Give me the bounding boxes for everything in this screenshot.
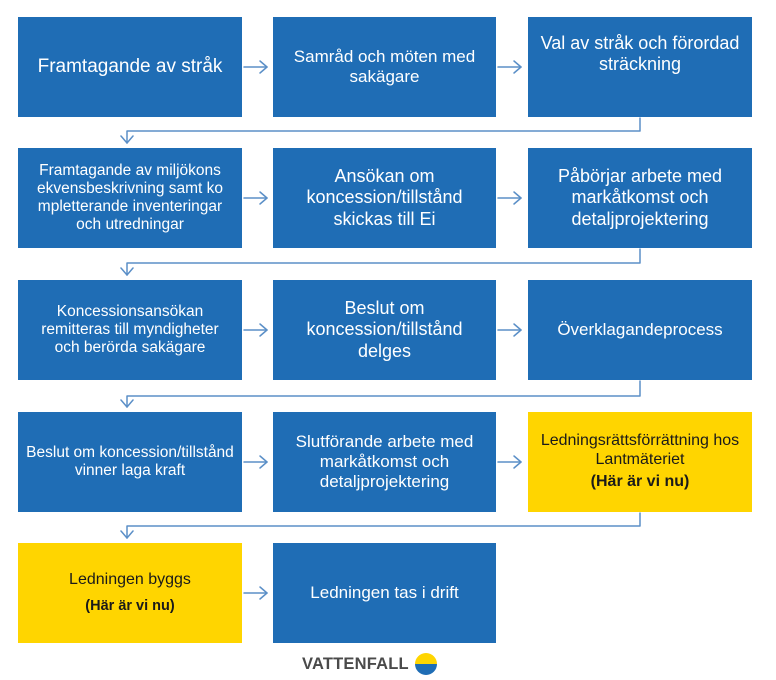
step-8-text: Beslut om koncession/tillstånd delges	[306, 298, 463, 361]
arrow-11-12	[498, 456, 521, 468]
step-5-text: Ansökan om koncession/tillstånd skickas till Ei	[306, 166, 463, 229]
step-9-box	[528, 280, 752, 380]
arrow-6-7	[121, 249, 640, 275]
step-2-box	[273, 17, 496, 117]
step-2-text: Samråd och möten med sakägare	[293, 47, 476, 86]
step-12-current-marker: (Här är vi nu)	[590, 473, 690, 491]
step-12-text: Ledningsrättsförrättning hos Lantmäteriet	[540, 431, 740, 468]
step-11-box	[273, 412, 496, 512]
step-7-box	[18, 280, 242, 380]
arrow-13-14	[244, 587, 267, 599]
step-10-text: Beslut om koncession/tillstånd vinner laga kraft	[26, 443, 234, 479]
arrow-10-11	[244, 456, 267, 468]
arrow-4-5	[244, 192, 267, 204]
step-9-text: Överklagandeprocess	[557, 320, 723, 340]
step-5-box	[273, 148, 496, 248]
arrow-5-6	[498, 192, 521, 204]
step-6-text: Påbörjar arbete med markåtkomst och detaljprojektering	[557, 166, 723, 229]
arrow-3-4	[121, 118, 640, 143]
step-1-text: Framtagande av stråk	[37, 55, 223, 77]
vattenfall-logo	[302, 651, 438, 677]
arrow-7-8	[244, 324, 267, 336]
step-10-box	[18, 412, 242, 512]
step-12-box	[528, 412, 752, 512]
arrow-1-2	[244, 61, 267, 73]
step-11-text: Slutförande arbete med markåtkomst och detaljprojektering	[295, 432, 474, 491]
step-4-text: Framtagande av miljökonsekvensbeskrivning samt kompletterande inventeringar och utredningar	[36, 161, 224, 234]
step-3-text: Val av stråk och förordad sträckning	[540, 32, 740, 74]
step-14-text: Ledningen tas i drift	[310, 583, 459, 603]
arrow-2-3	[498, 61, 521, 73]
vattenfall-logo-icon	[414, 652, 438, 676]
step-14-box	[273, 543, 496, 643]
step-1-box	[18, 17, 242, 117]
step-13-current-marker: (Här är vi nu)	[85, 598, 175, 615]
step-13-text: Ledningen byggs	[69, 570, 191, 588]
step-3-box	[528, 17, 752, 117]
step-4-box	[18, 148, 242, 248]
step-7-text: Koncessionsansökan remitteras till myndigheter och berörda sakägare	[41, 302, 219, 357]
logo-text: VATTENFALL	[302, 654, 409, 673]
arrow-8-9	[498, 324, 521, 336]
step-13-box	[18, 543, 242, 643]
step-6-box	[528, 148, 752, 248]
arrow-12-13	[121, 513, 640, 538]
step-8-box	[273, 280, 496, 380]
arrow-9-10	[121, 381, 640, 407]
